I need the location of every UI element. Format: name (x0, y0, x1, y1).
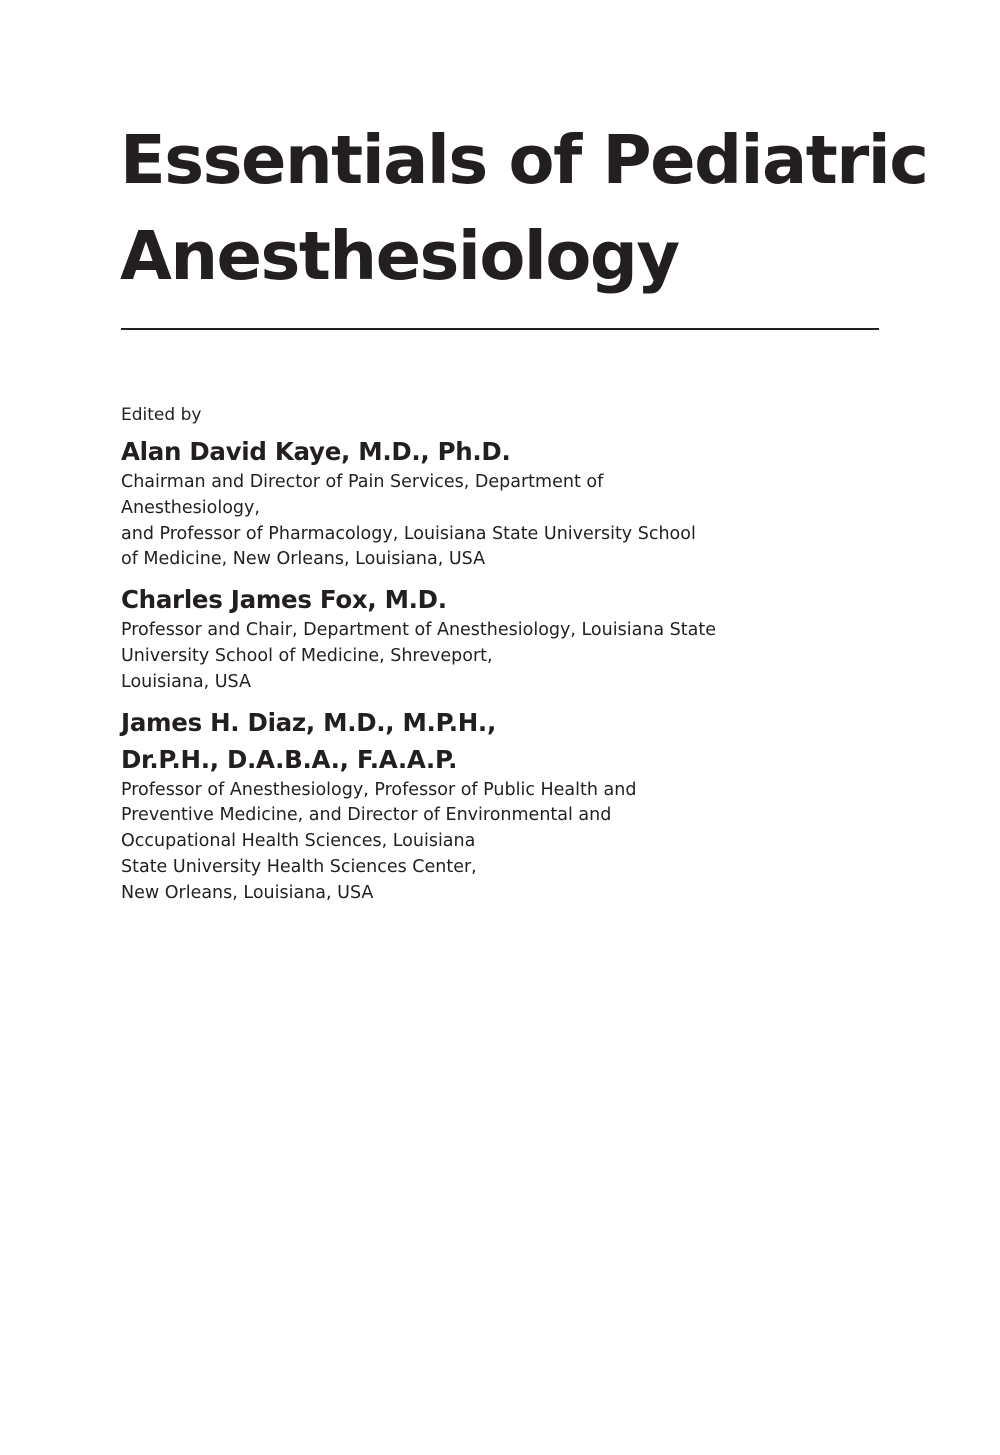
editor-fox (121, 581, 881, 695)
affiliation-line: Preventive Medicine, and Director of Environmental and (121, 805, 612, 826)
editor-affiliation (121, 470, 881, 573)
editor-name (121, 704, 881, 778)
affiliation-line: Chairman and Director of Pain Services, Department of (121, 472, 604, 492)
book-title (120, 112, 928, 304)
editor-name-line: Alan David Kaye, M.D., Ph.D. (121, 437, 511, 466)
book-title-line-2: Anesthesiology (120, 217, 679, 295)
affiliation-line: Louisiana, USA (121, 671, 251, 692)
affiliation-line: and Professor of Pharmacology, Louisiana State University School (121, 523, 696, 544)
book-title-line-1: Essentials of Pediatric (120, 121, 928, 199)
affiliation-line: Professor and Chair, Department of Anesthesiology, Louisiana State (121, 620, 716, 641)
affiliation-line: Anesthesiology, (121, 497, 260, 518)
edited-by-label: Edited by (121, 405, 202, 425)
affiliation-line: New Orleans, Louisiana, USA (121, 882, 374, 903)
editor-kaye (121, 433, 881, 573)
editor-name (121, 581, 881, 618)
editors-section (121, 402, 881, 915)
editor-affiliation (121, 778, 881, 907)
editor-name-line: James H. Diaz, M.D., M.P.H., (121, 707, 496, 737)
editor-affiliation (121, 618, 881, 695)
editor-name (121, 433, 881, 470)
editor-name-line: Charles James Fox, M.D. (121, 585, 447, 615)
affiliation-line: Occupational Health Sciences, Louisiana (121, 831, 476, 852)
editor-name-line: Dr.P.H., D.A.B.A., F.A.A.P. (121, 744, 458, 774)
affiliation-line: Professor of Anesthesiology, Professor of Public Health and (121, 779, 637, 800)
editor-diaz (121, 704, 881, 907)
affiliation-line: of Medicine, New Orleans, Louisiana, USA (121, 549, 486, 570)
affiliation-line: State University Health Sciences Center, (121, 856, 477, 877)
affiliation-line: University School of Medicine, Shreveport, (121, 645, 493, 666)
title-divider (121, 328, 879, 330)
